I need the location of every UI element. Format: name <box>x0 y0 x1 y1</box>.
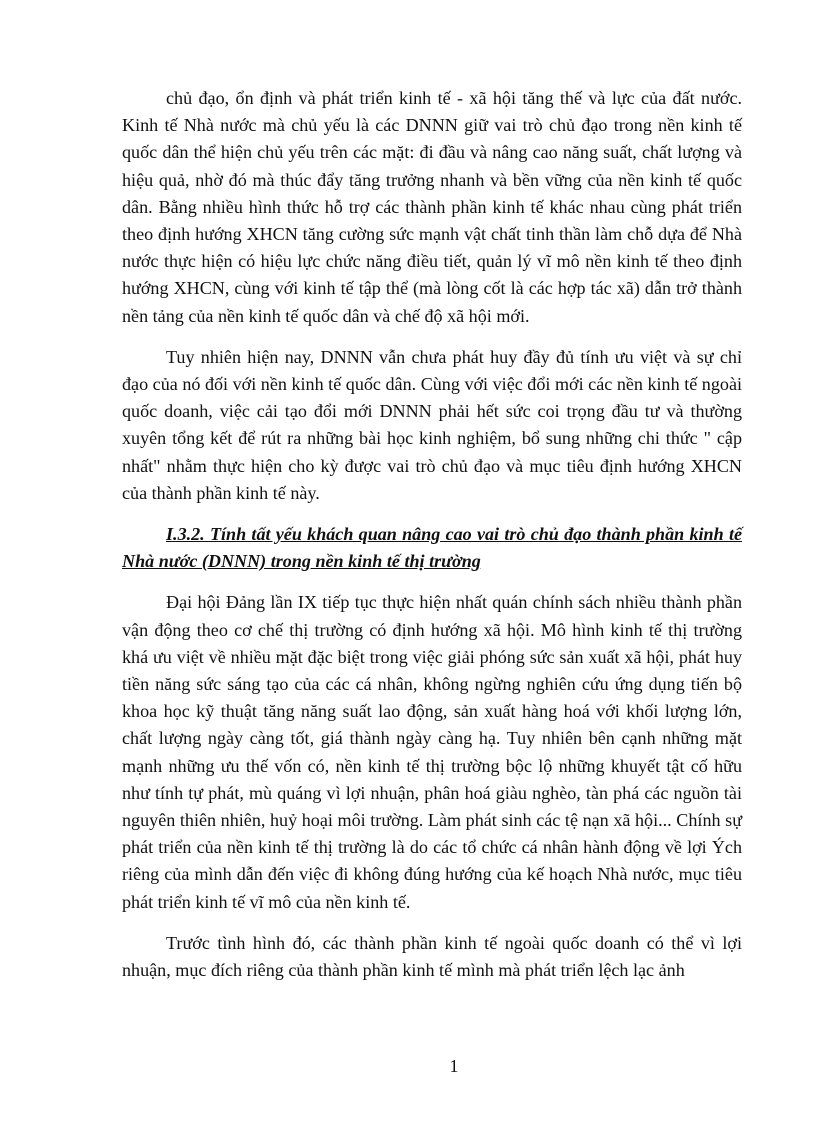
page-body <box>122 85 742 984</box>
paragraph-dai-hoi-ix: Đại hội Đảng lần IX tiếp tục thực hiện nhất quán chính sách nhiều thành phần vận động theo cơ chế thị trường có định hướng xã hội. Mô hình kinh tế thị trường khá ưu việt về nhiều mặt đặc biệt trong việc giải phóng sức sản xuất xã hội, phát huy tiền năng sức sáng tạo của các cá nhân, không ngừng nghiên cứu ứng dụng tiến bộ khoa học kỹ thuật tăng năng suất lao động, sản xuất hàng hoá với khối lượng lớn, chất lượng ngày càng tốt, giá thành ngày càng hạ. Tuy nhiên bên cạnh những mặt mạnh những ưu thế vốn có, nền kinh tế thị trường bộc lộ những khuyết tật cố hữu như tính tự phát, mù quáng vì lợi nhuận, phân hoá giàu nghèo, tàn phá các nguồn tài nguyên thiên nhiên, huỷ hoại môi trường. Làm phát sinh các tệ nạn xã hội... Chính sự phát triển của nền kinh tế thị trường là do các tổ chức cá nhân hành động về lợi Ých riêng của mình dẫn đến việc đi không đúng hướng của kế hoạch Nhà nước, mục tiêu phát triển kinh tế vĩ mô của nền kinh tế. <box>122 592 742 912</box>
paragraph-dnnn-limitations: Tuy nhiên hiện nay, DNNN vẫn chưa phát huy đầy đủ tính ưu việt và sự chỉ đạo của nó đối với nền kinh tế quốc dân. Cùng với việc đổi mới các nền kinh tế ngoài quốc doanh, việc cải tạo đổi mới DNNN phải hết sức coi trọng đầu tư và thường xuyên tổng kết để rút ra những bài học kinh nghiệm, bổ sung những chi thức " cập nhất" nhằm thực hiện cho kỳ được vai trò chủ đạo và mục tiêu định hướng XHCN của thành phần kinh tế này. <box>122 346 742 503</box>
paragraph-truoc-tinh-hinh: Trước tình hình đó, các thành phần kinh tế ngoài quốc doanh có thể vì lợi nhuận, mục đích riêng của thành phần kinh tế mình mà phát triển lệch lạc ảnh <box>122 932 742 981</box>
paragraph-intro-continued: chủ đạo, ổn định và phát triển kinh tế - xã hội tăng thế và lực của đất nước. Kinh tế Nhà nước mà chủ yếu là các DNNN giữ vai trò chủ đạo trong nền kinh tế quốc dân thể hiện chủ yếu trên các mặt: đi đầu và nâng cao năng suất, chất lượng và hiệu quả, nhờ đó mà thúc đẩy tăng trưởng nhanh và bền vững của nền kinh tế quốc dân. Bằng nhiều hình thức hỗ trợ các thành phần kinh tế khác nhau cùng phát triển theo định hướng XHCN tăng cường sức mạnh vật chất tinh thần làm chỗ dựa để Nhà nước thực hiện có hiệu lực chức năng điều tiết, quản lý vĩ mô nền kinh tế theo định hướng XHCN, cùng với kinh tế tập thể (mà lòng cốt là các hợp tác xã) dẫn trở thành nền tảng của nền kinh tế quốc dân và chế độ xã hội mới. <box>122 88 742 326</box>
section-heading: I.3.2. Tính tất yếu khách quan nâng cao vai trò chủ đạo thành phần kinh tế Nhà nước (DNNN) trong nền kinh tế thị trường <box>122 524 742 572</box>
page-number: 1 <box>449 1056 459 1076</box>
